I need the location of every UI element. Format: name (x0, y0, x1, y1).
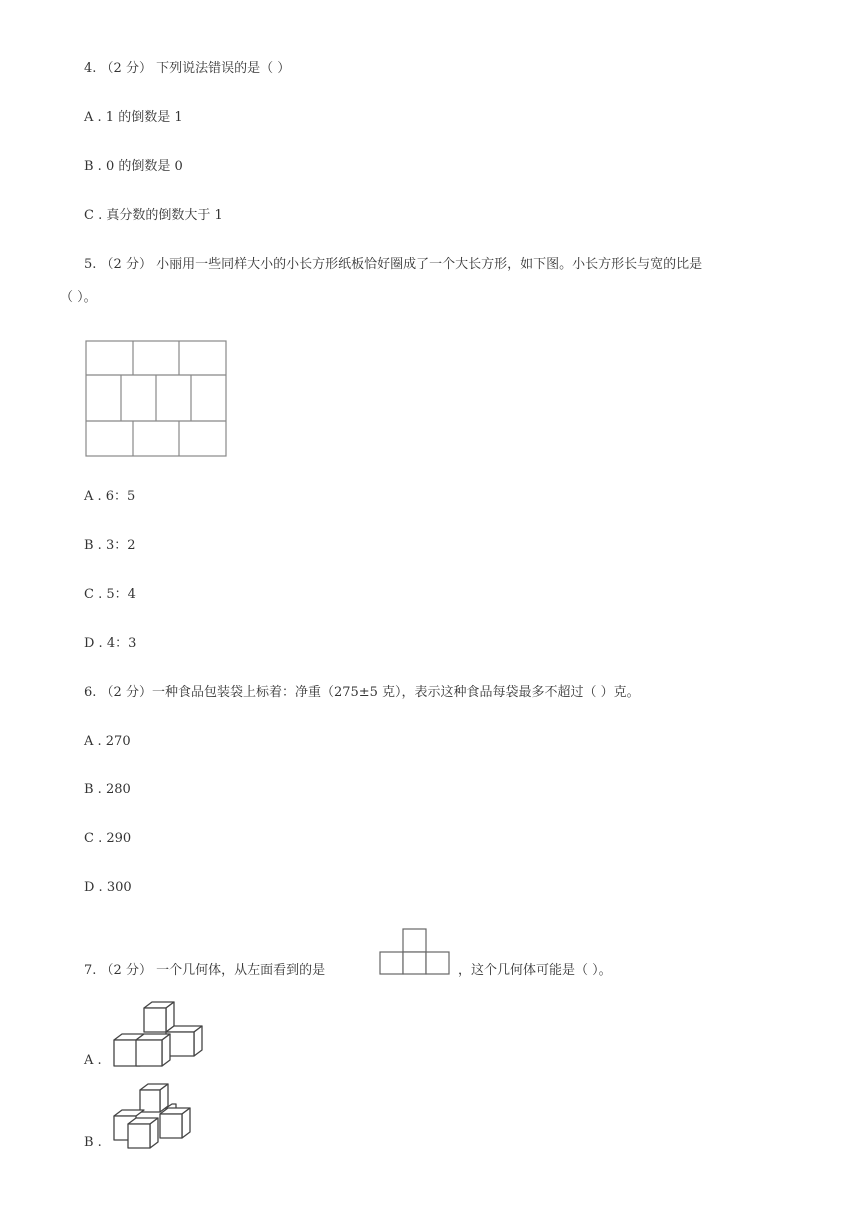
q4-option-c[interactable]: C . 真分数的倒数大于 1 (84, 208, 223, 223)
question-4-stem: 4. （2 分） 下列说法错误的是（ ） (84, 61, 291, 76)
rectangle-frame-figure (84, 339, 228, 459)
q7-option-b-cube-figure[interactable] (110, 1082, 200, 1152)
q5-option-a[interactable]: A . 6：5 (84, 489, 136, 504)
q7-option-a-cube-figure[interactable] (110, 998, 210, 1070)
question-6-stem: 6. （2 分）一种食品包装袋上标着：净重（275±5 克），表示这种食品每袋最多不超过（ ）克。 (84, 685, 640, 700)
q6-option-c[interactable]: C . 290 (84, 831, 132, 846)
q5-option-b[interactable]: B . 3：2 (84, 538, 136, 553)
q4-option-b[interactable]: B . 0 的倒数是 0 (84, 159, 183, 174)
q5-option-d[interactable]: D . 4：3 (84, 636, 137, 651)
q5-option-c[interactable]: C . 5：4 (84, 587, 136, 602)
question-5-stem-continued: （ ）。 (60, 290, 97, 305)
q6-option-a[interactable]: A . 270 (84, 734, 131, 749)
q6-option-b[interactable]: B . 280 (84, 782, 131, 797)
q7-option-b-label[interactable]: B . (84, 1135, 102, 1150)
question-5-stem: 5. （2 分） 小丽用一些同样大小的小长方形纸板恰好圈成了一个大长方形，如下图。小长方形长与宽的比是 (84, 257, 703, 272)
question-7-stem-part2: ，这个几何体可能是（ ）。 (458, 963, 612, 978)
question-7-stem-part1: 7. （2 分） 一个几何体，从左面看到的是 (84, 963, 326, 978)
q7-option-a-label[interactable]: A . (84, 1053, 102, 1068)
q6-option-d[interactable]: D . 300 (84, 880, 132, 895)
left-view-figure (378, 926, 452, 976)
q4-option-a[interactable]: A . 1 的倒数是 1 (84, 110, 183, 125)
